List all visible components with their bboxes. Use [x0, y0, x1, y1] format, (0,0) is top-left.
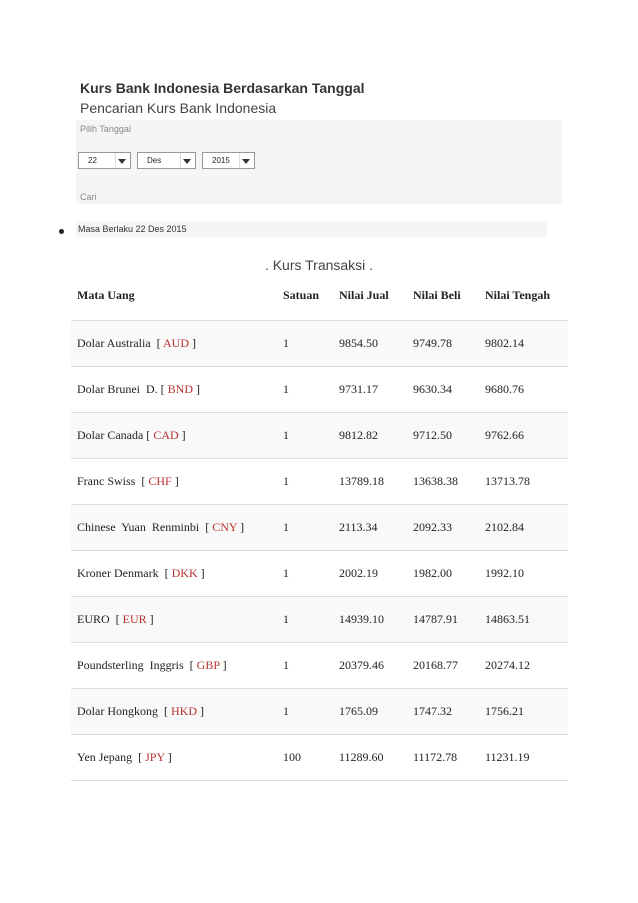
- unit-cell: 1: [277, 367, 333, 413]
- table-row: [71, 551, 568, 597]
- table-row: [71, 597, 568, 643]
- table-row: [71, 505, 568, 551]
- unit-cell: 1: [277, 643, 333, 689]
- buy-value-cell: 9712.50: [407, 413, 479, 459]
- currency-name: Chinese Yuan Renminbi [: [77, 520, 213, 534]
- currency-code: AUD: [162, 336, 189, 350]
- mid-value-cell: 9762.66: [479, 413, 568, 459]
- unit-cell: 1: [277, 689, 333, 735]
- table-row: [71, 413, 568, 459]
- header-buy: Nilai Beli: [407, 270, 479, 321]
- validity-bar: [76, 221, 547, 237]
- currency-code: EUR: [122, 612, 147, 626]
- search-panel: [76, 120, 562, 204]
- month-select-value: Des: [147, 156, 162, 165]
- currency-code: DKK: [171, 566, 198, 580]
- currency-code: HKD: [170, 704, 197, 718]
- currency-name-cell: [71, 643, 277, 689]
- chevron-down-icon: [118, 159, 126, 164]
- buy-value-cell: 14787.91: [407, 597, 479, 643]
- sell-value-cell: 2002.19: [333, 551, 407, 597]
- currency-bracket-close: ]: [146, 612, 154, 626]
- unit-cell: 1: [277, 551, 333, 597]
- unit-cell: 1: [277, 321, 333, 367]
- date-label: Pilih Tanggal: [80, 124, 131, 134]
- unit-cell: 100: [277, 735, 333, 781]
- search-button[interactable]: Cari: [80, 192, 97, 202]
- currency-name: Franc Swiss [: [77, 474, 149, 488]
- currency-code: BND: [167, 382, 193, 396]
- currency-name-cell: [71, 597, 277, 643]
- sell-value-cell: 1765.09: [333, 689, 407, 735]
- currency-bracket-close: ]: [237, 520, 245, 534]
- currency-name: Dolar Brunei D. [: [77, 382, 168, 396]
- day-select-value: 22: [88, 156, 97, 165]
- year-select-divider: [239, 153, 240, 168]
- currency-name-cell: [71, 551, 277, 597]
- mid-value-cell: 1992.10: [479, 551, 568, 597]
- currency-name: Dolar Australia [: [77, 336, 163, 350]
- currency-name: Poundsterling Inggris [: [77, 658, 197, 672]
- sell-value-cell: 9731.17: [333, 367, 407, 413]
- sell-value-cell: 2113.34: [333, 505, 407, 551]
- mid-value-cell: 14863.51: [479, 597, 568, 643]
- currency-name: Kroner Denmark [: [77, 566, 172, 580]
- buy-value-cell: 9749.78: [407, 321, 479, 367]
- header-currency: Mata Uang: [71, 270, 277, 321]
- table-row: [71, 643, 568, 689]
- table-row: [71, 689, 568, 735]
- day-select[interactable]: [78, 152, 131, 169]
- sell-value-cell: 9854.50: [333, 321, 407, 367]
- currency-bracket-close: ]: [196, 704, 204, 718]
- mid-value-cell: 9680.76: [479, 367, 568, 413]
- currency-name: Yen Jepang [: [77, 750, 146, 764]
- currency-bracket-close: ]: [171, 474, 179, 488]
- chevron-down-icon: [183, 159, 191, 164]
- header-unit: Satuan: [277, 270, 333, 321]
- currency-code: CHF: [148, 474, 172, 488]
- mid-value-cell: 13713.78: [479, 459, 568, 505]
- table-body: [71, 321, 568, 781]
- sell-value-cell: 11289.60: [333, 735, 407, 781]
- buy-value-cell: 1982.00: [407, 551, 479, 597]
- currency-bracket-close: ]: [164, 750, 172, 764]
- month-select[interactable]: [137, 152, 196, 169]
- validity-text: Masa Berlaku 22 Des 2015: [78, 224, 187, 234]
- chevron-down-icon: [242, 159, 250, 164]
- table-header-row: [71, 270, 568, 321]
- currency-name-cell: [71, 413, 277, 459]
- month-select-divider: [180, 153, 181, 168]
- header-sell: Nilai Jual: [333, 270, 407, 321]
- bullet-icon: [59, 229, 64, 234]
- buy-value-cell: 2092.33: [407, 505, 479, 551]
- currency-code: CAD: [153, 428, 179, 442]
- buy-value-cell: 1747.32: [407, 689, 479, 735]
- currency-name: EURO [: [77, 612, 123, 626]
- currency-name-cell: [71, 735, 277, 781]
- page-title: Kurs Bank Indonesia Berdasarkan Tanggal: [80, 80, 365, 96]
- currency-name-cell: [71, 689, 277, 735]
- sell-value-cell: 9812.82: [333, 413, 407, 459]
- year-select[interactable]: [202, 152, 255, 169]
- year-select-value: 2015: [212, 156, 230, 165]
- mid-value-cell: 9802.14: [479, 321, 568, 367]
- currency-bracket-close: ]: [197, 566, 205, 580]
- currency-bracket-close: ]: [193, 382, 200, 396]
- buy-value-cell: 13638.38: [407, 459, 479, 505]
- section-title: . Kurs Transaksi .: [264, 257, 374, 273]
- currency-name-cell: [71, 459, 277, 505]
- page-subtitle: Pencarian Kurs Bank Indonesia: [80, 100, 277, 116]
- currency-code: GBP: [196, 658, 220, 672]
- currency-bracket-close: ]: [219, 658, 227, 672]
- unit-cell: 1: [277, 505, 333, 551]
- buy-value-cell: 11172.78: [407, 735, 479, 781]
- mid-value-cell: 2102.84: [479, 505, 568, 551]
- table-row: [71, 735, 568, 781]
- sell-value-cell: 20379.46: [333, 643, 407, 689]
- buy-value-cell: 9630.34: [407, 367, 479, 413]
- table-row: [71, 321, 568, 367]
- table-row: [71, 367, 568, 413]
- currency-bracket-close: ]: [188, 336, 196, 350]
- currency-name-cell: [71, 505, 277, 551]
- currency-name-cell: [71, 367, 277, 413]
- currency-bracket-close: ]: [178, 428, 186, 442]
- unit-cell: 1: [277, 597, 333, 643]
- mid-value-cell: 20274.12: [479, 643, 568, 689]
- unit-cell: 1: [277, 413, 333, 459]
- currency-name: Dolar Hongkong [: [77, 704, 171, 718]
- currency-code: CNY: [212, 520, 238, 534]
- exchange-rate-table: [71, 270, 568, 781]
- table-row: [71, 459, 568, 505]
- mid-value-cell: 11231.19: [479, 735, 568, 781]
- sell-value-cell: 13789.18: [333, 459, 407, 505]
- header-mid: Nilai Tengah: [479, 270, 568, 321]
- buy-value-cell: 20168.77: [407, 643, 479, 689]
- day-select-divider: [115, 153, 116, 168]
- currency-name: Dolar Canada [: [77, 428, 154, 442]
- mid-value-cell: 1756.21: [479, 689, 568, 735]
- sell-value-cell: 14939.10: [333, 597, 407, 643]
- currency-name-cell: [71, 321, 277, 367]
- currency-code: JPY: [145, 750, 165, 764]
- unit-cell: 1: [277, 459, 333, 505]
